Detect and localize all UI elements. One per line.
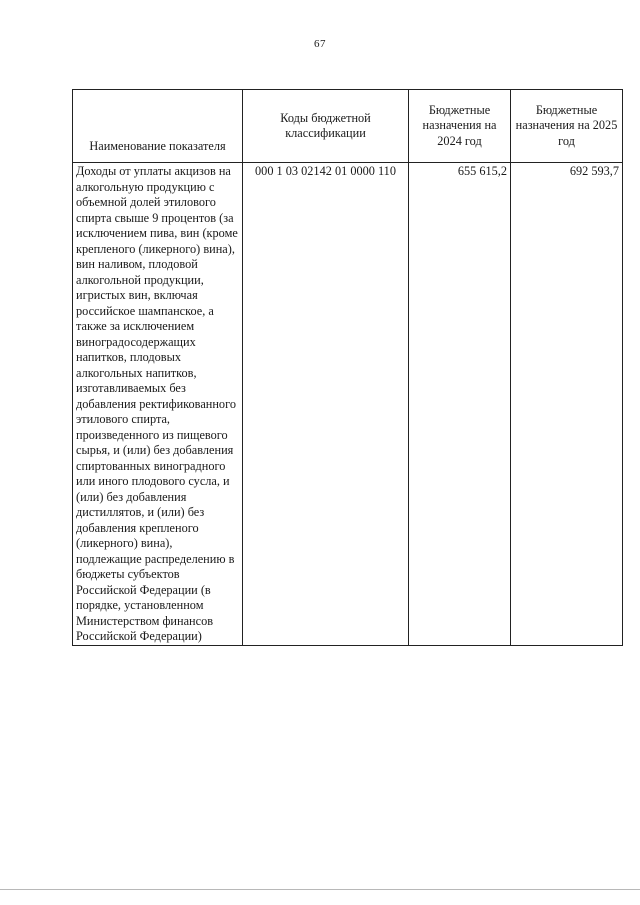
page-number: 67	[314, 38, 326, 50]
budget-table	[72, 89, 623, 646]
header-indicator-name: Наименование показателя	[73, 90, 243, 163]
header-budget-codes: Коды бюджетной классификации	[243, 90, 409, 163]
amount-2024-cell: 655 615,2	[409, 163, 511, 646]
amount-2025-cell: 692 593,7	[511, 163, 623, 646]
budget-code-cell: 000 1 03 02142 01 0000 110	[243, 163, 409, 646]
page-bottom-rule	[0, 889, 640, 890]
indicator-name-cell: Доходы от уплаты акцизов на алкогольную продукцию с объемной долей этилового спирта свыше 9 процентов (за исключением пива, вин (кроме крепленого (ликерного) вина), вин наливом, плодовой алкогольной продукции, игристых вин, включая российское шампанское, а также за исключением виноградосодержащих напитков, плодовых алкогольных напитков, изготавливаемых без добавления ректификованного этилового спирта, произведенного из пищевого сырья, и (или) без добавления спиртованных виноградного или иного плодового сусла, и (или) без добавления дистиллятов, и (или) без добавления крепленого (ликерного) вина), подлежащие распределению в бюджеты субъектов Российской Федерации (в порядке, установленном Министерством финансов Российской Федерации)	[73, 163, 243, 646]
header-amount-2024: Бюджетные назначения на 2024 год	[409, 90, 511, 163]
table-row	[73, 163, 623, 646]
header-amount-2025: Бюджетные назначения на 2025 год	[511, 90, 623, 163]
table-header-row	[73, 90, 623, 163]
